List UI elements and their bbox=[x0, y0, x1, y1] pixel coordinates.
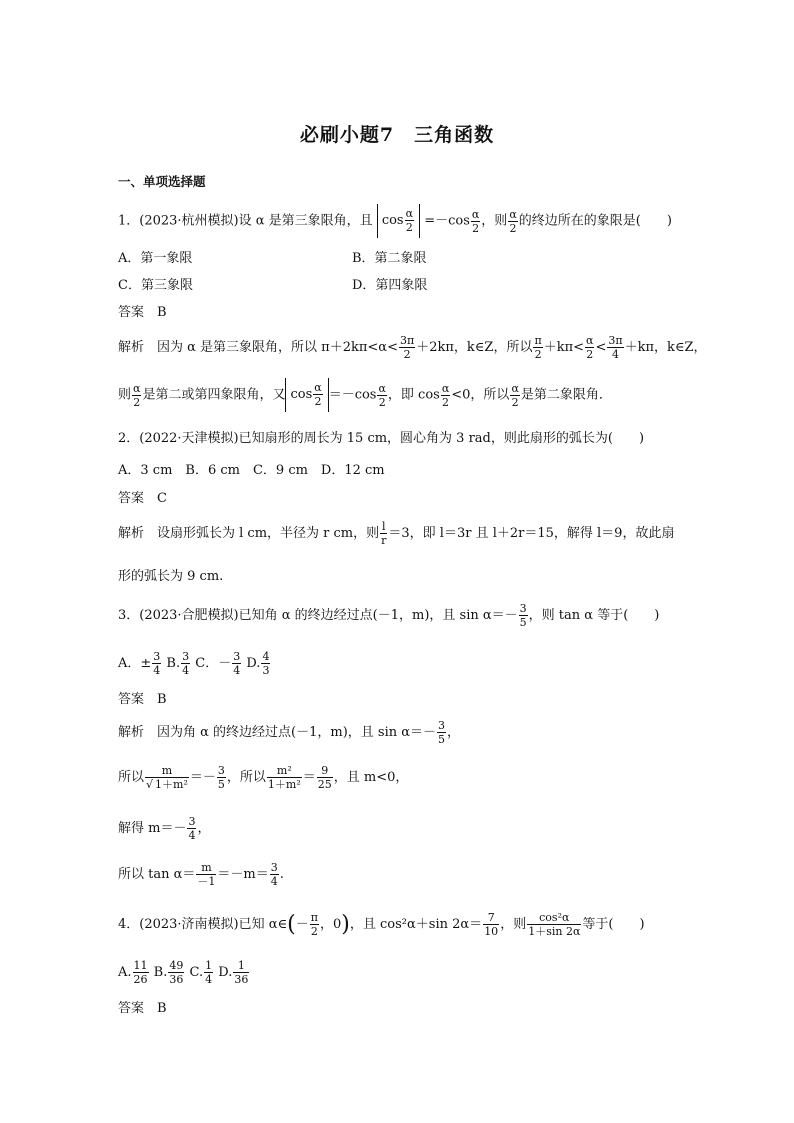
question-1-stem: 1．(2023·杭州模拟)设 α 是第三象限角，且 cos $\frac{\alpha}{2}$ =－cos $\frac{\alpha}{2}$ ，则 $\frac{\alpha}{2}$ 的终边所在的象限是( ) bbox=[118, 204, 672, 238]
question-4-stem: 4．(2023·济南模拟)已知 α∈(－ $\frac{\pi}{2}$ ，0)，且 cos²α＋sin 2α＝ $\frac{7}{10}$ ，则 $\frac{\text{cos²α}}{1+\sin 2\alpha}$ 等于( ) bbox=[118, 911, 645, 938]
q2-solution-line-2: 形的弧长为 9 cm. bbox=[118, 569, 224, 584]
q1-solution-line-1: 解析 因为 α 是第三象限角，所以 π＋2kπ<α< $\frac{3\pi}{2}$ ＋2kπ，k∈Z，所以 $\frac{\pi}{2}$ ＋kπ< $\frac{\alpha}{2}$ < $\frac{3\pi}{4}$ ＋kπ，k∈Z， bbox=[118, 334, 707, 361]
section-heading: 一、单项选择题 bbox=[118, 174, 206, 189]
q3-options: A．± $\frac{3}{4}$ B. $\frac{3}{4}$ C．－ $\frac{3}{4}$ D. $\frac{4}{3}$ bbox=[118, 650, 270, 677]
abs-value: cos $\frac{\alpha}{2}$ bbox=[377, 204, 420, 238]
q4-answer: 答案 B bbox=[118, 1001, 167, 1016]
q2-solution-line-1: 解析 设扇形弧长为 l cm，半径为 r cm，则 $\frac{l}{r}$ ＝3，即 l＝3r 且 l＋2r＝15，解得 l＝9，故此扇 bbox=[118, 520, 675, 547]
q1-option-c: C．第三象限 bbox=[118, 278, 193, 293]
q1-option-d: D．第四象限 bbox=[352, 278, 428, 293]
q1-option-a: A．第一象限 bbox=[118, 251, 193, 266]
page-title: 必刷小题7 三角函数 bbox=[299, 124, 495, 146]
q3-solution-line-2: 所以 $\frac{m}{\text{√ 1＋m²}}$ ＝－ $\frac{3}{5}$ ，所以 $\frac{\text{m²}}{\text{1＋m²}}$ ＝ $\frac{9}{25}$ ，且 m<0， bbox=[118, 764, 409, 791]
question-2-stem: 2．(2022·天津模拟)已知扇形的周长为 15 cm，圆心角为 3 rad，则此扇形的弧长为( ) bbox=[118, 431, 645, 446]
q4-options: A. $\frac{11}{26}$ B. $\frac{49}{36}$ C. $\frac{1}{4}$ D. $\frac{1}{36}$ bbox=[118, 959, 249, 986]
q3-solution-line-1: 解析 因为角 α 的终边经过点(－1，m)，且 sin α＝－ $\frac{3}{5}$ ， bbox=[118, 719, 461, 746]
q3-answer: 答案 B bbox=[118, 692, 167, 707]
question-3-stem: 3．(2023·合肥模拟)已知角 α 的终边经过点(－1，m)，且 sin α＝－ $\frac{3}{5}$ ，则 tan α 等于( ) bbox=[118, 602, 660, 629]
q2-options: A．3 cm B．6 cm C．9 cm D．12 cm bbox=[118, 463, 385, 478]
q1-option-b: B．第二象限 bbox=[352, 251, 427, 266]
q1-answer: 答案 B bbox=[118, 305, 167, 320]
q1-solution-line-2: 则 $\frac{\alpha}{2}$ 是第二或第四象限角，又 cos $\frac{\alpha}{2}$ ＝－cos $\frac{\alpha}{2}$ ，即 cos $\frac{\alpha}{2}$ <0，所以 $\frac{\alpha}{2}$ 是第二象限角． bbox=[118, 378, 612, 412]
q3-solution-line-3: 解得 m＝－ $\frac{3}{4}$ ， bbox=[118, 815, 211, 842]
q2-answer: 答案 C bbox=[118, 491, 167, 506]
q3-solution-line-4: 所以 tan α＝ $\frac{m}{-1}$ ＝－m＝ $\frac{3}{4}$ . bbox=[118, 861, 284, 888]
